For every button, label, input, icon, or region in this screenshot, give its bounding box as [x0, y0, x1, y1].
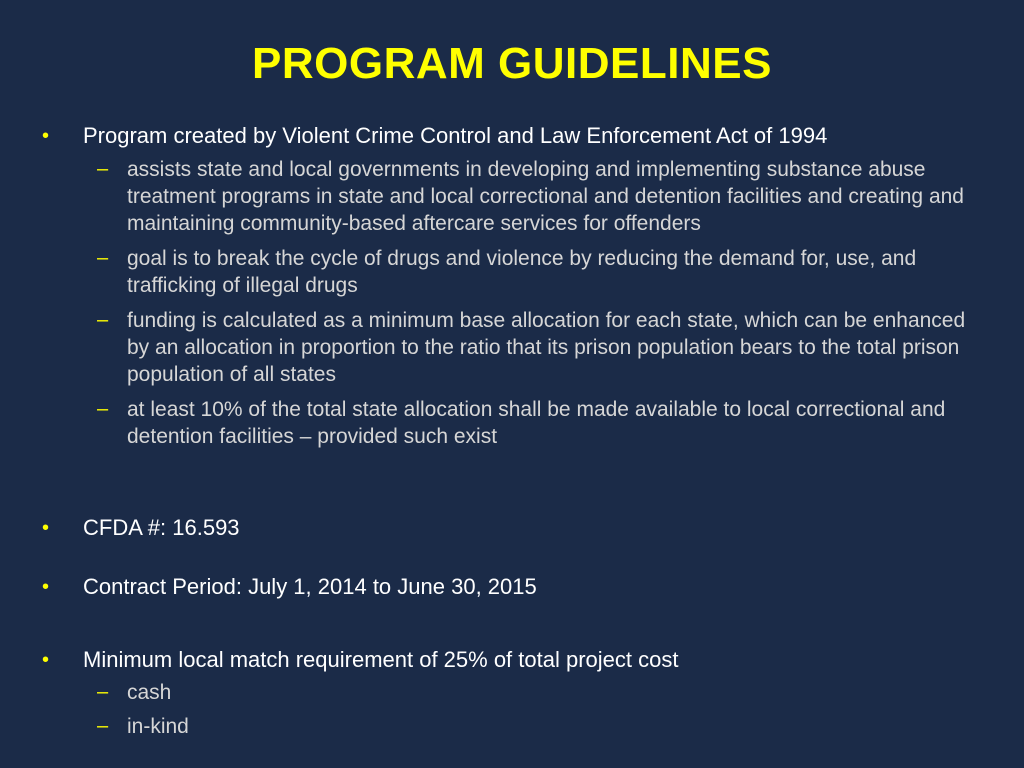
bullet-2-text: CFDA #: 16.593 [83, 515, 240, 540]
sub-bullet-1-4 [0, 396, 987, 450]
sub-bullet-4-1-text: cash [127, 681, 172, 704]
sub-bullet-1-3 [0, 307, 987, 388]
sub-bullet-4-2 [0, 713, 987, 740]
bullet-3-line [0, 573, 1024, 601]
bullet-1 [0, 122, 1024, 450]
bullet-1-line [0, 122, 1024, 150]
bullet-marker: • [42, 576, 50, 598]
sub-bullet-4-2-text: in-kind [127, 715, 189, 738]
slide-title: PROGRAM GUIDELINES [252, 39, 772, 88]
bullet-4-text: Minimum local match requirement of 25% of total project cost [83, 647, 679, 672]
bullet-4-line [0, 646, 1024, 674]
dash-marker: – [97, 398, 109, 420]
dash-marker: – [97, 158, 109, 180]
sub-bullet-1-4-text: at least 10% of the total state allocation shall be made available to local correctional and detention facilities – provided such exist [127, 398, 946, 448]
dash-marker: – [97, 715, 109, 737]
dash-marker: – [97, 309, 109, 331]
sub-bullet-1-2 [0, 245, 987, 299]
sub-bullet-1-1 [0, 156, 987, 237]
bullet-3 [0, 573, 1024, 601]
bullet-2 [0, 514, 1024, 542]
sub-bullet-1-2-text: goal is to break the cycle of drugs and violence by reducing the demand for, use, and trafficking of illegal drugs [127, 247, 917, 297]
bullet-2-line [0, 514, 1024, 542]
bullet-marker: • [42, 649, 50, 671]
bullet-4 [0, 646, 1024, 740]
bullet-marker: • [42, 125, 50, 147]
bullet-1-text: Program created by Violent Crime Control and Law Enforcement Act of 1994 [83, 123, 828, 148]
bullet-3-text: Contract Period: July 1, 2014 to June 30, 2015 [83, 574, 537, 599]
sub-bullet-1-3-text: funding is calculated as a minimum base allocation for each state, which can be enhanced by an allocation in proportion to the ratio that its prison population bears to the total prison population of all states [127, 309, 966, 386]
bullet-marker: • [42, 517, 50, 539]
sub-bullet-4-1 [0, 679, 987, 706]
dash-marker: – [97, 247, 109, 269]
sub-bullet-1-1-text: assists state and local governments in developing and implementing substance abuse treatment programs in state and local correctional and detention facilities and creating and maintaining community-based aftercare services for offenders [127, 158, 964, 235]
dash-marker: – [97, 681, 109, 703]
